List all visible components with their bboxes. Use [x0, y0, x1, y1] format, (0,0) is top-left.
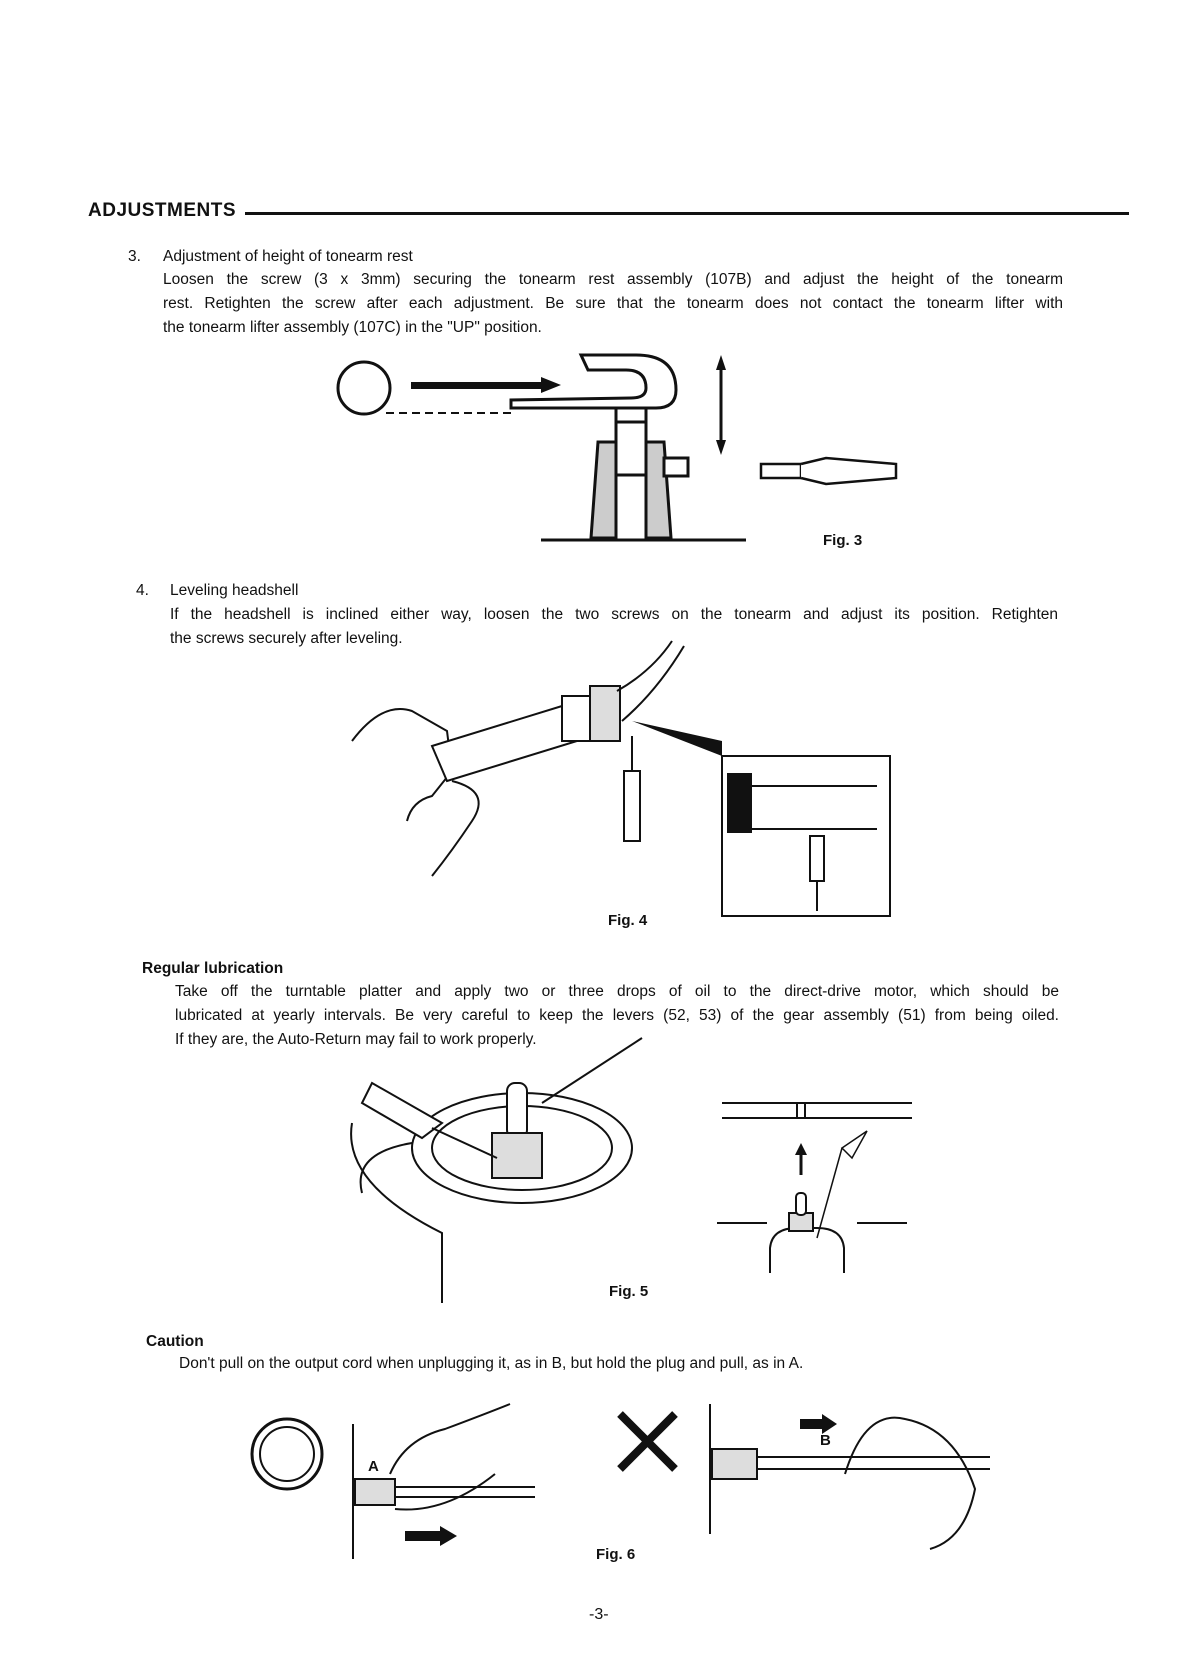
- fig5-motor-lubrication-diagram: [352, 1063, 922, 1303]
- body-line: If the headshell is inclined either way, loosen the two screws on the tonearm and adjust its position. Retighten: [170, 606, 1058, 623]
- fig4-headshell-leveling-diagram: [352, 651, 892, 921]
- page-number: -3-: [589, 1606, 609, 1623]
- figure-caption: Fig. 5: [609, 1283, 649, 1300]
- heading-rule: [245, 212, 1129, 215]
- body-line: the tonearm lifter assembly (107C) in the "UP" position.: [163, 319, 542, 336]
- lubrication-body: [175, 980, 1059, 1052]
- body-line: rest. Retighten the screw after each adjustment. Be sure that the tonearm does not contact the tonearm lifter with: [163, 295, 1063, 312]
- figure-caption: Fig. 3: [823, 532, 863, 549]
- item-title: Leveling headshell: [170, 582, 299, 599]
- body-line: lubricated at yearly intervals. Be very careful to keep the levers (52, 53) of the gear assembly (51) from being oiled.: [175, 1007, 1059, 1024]
- label-a: A: [368, 1458, 379, 1475]
- item-number: 3.: [128, 248, 141, 265]
- section-heading: ADJUSTMENTS: [88, 200, 237, 221]
- item-body: [163, 268, 1063, 340]
- body-line: If they are, the Auto-Return may fail to work properly.: [175, 1031, 537, 1048]
- body-line: the screws securely after leveling.: [170, 630, 403, 647]
- figure-caption: Fig. 6: [596, 1546, 636, 1563]
- caution-body: Don't pull on the output cord when unplugging it, as in B, but hold the plug and pull, as in A.: [179, 1355, 804, 1372]
- item-number: 4.: [136, 582, 149, 599]
- body-line: Take off the turntable platter and apply two or three drops of oil to the direct-drive motor, which should be: [175, 983, 1059, 1000]
- body-line: Loosen the screw (3 x 3mm) securing the tonearm rest assembly (107B) and adjust the height of the tonearm: [163, 271, 1063, 288]
- figure-caption: Fig. 4: [608, 912, 648, 929]
- label-b: B: [820, 1432, 831, 1449]
- item-title: Adjustment of height of tonearm rest: [163, 248, 413, 265]
- item-body: [170, 603, 1058, 651]
- subsection-title: Regular lubrication: [142, 960, 284, 977]
- subsection-title: Caution: [146, 1333, 204, 1350]
- fig3-tonearm-rest-diagram: [336, 350, 906, 550]
